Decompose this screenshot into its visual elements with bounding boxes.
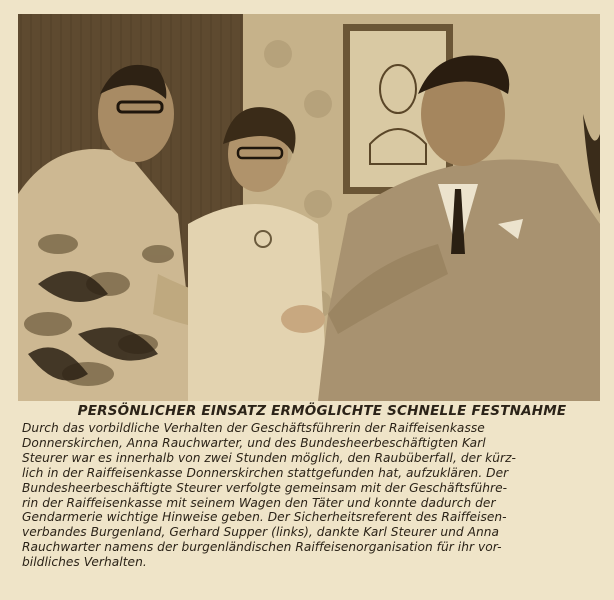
caption-line: Gendarmerie wichtige Hinweise geben. Der Sicherheitsreferent des Raiffeisen- <box>22 510 507 525</box>
caption-line: Steurer war es innerhalb von zwei Stunden möglich, den Raubüberfall, der kürz- <box>22 450 516 465</box>
photo-caption <box>22 403 604 570</box>
caption-line: rin der Raiffeisenkasse mit seinem Wagen den Täter und konnte dadurch der <box>22 495 496 510</box>
caption-line: lich in der Raiffeisenkasse Donnerskirchen stattgefunden hat, aufzuklären. Der <box>22 465 509 480</box>
caption-line: Donnerskirchen, Anna Rauchwarter, und des Bundesheerbeschäftigten Karl <box>22 435 486 450</box>
caption-line: Rauchwarter namens der burgenländischen Raiffeisenorganisation für ihr vor- <box>22 540 502 555</box>
caption-line: bildliches Verhalten. <box>22 555 147 570</box>
news-photo <box>18 14 600 401</box>
caption-line: Bundesheerbeschäftigte Steurer verfolgte gemeinsam mit der Geschäftsführe- <box>22 480 508 495</box>
headline: PERSÖNLICHER EINSATZ ERMÖGLICHTE SCHNELLE FESTNAHME <box>77 403 567 419</box>
caption-line: verbandes Burgenland, Gerhard Supper (links), dankte Karl Steurer und Anna <box>22 525 500 540</box>
caption-line: Durch das vorbildliche Verhalten der Geschäftsführerin der Raiffeisenkasse <box>22 421 485 435</box>
